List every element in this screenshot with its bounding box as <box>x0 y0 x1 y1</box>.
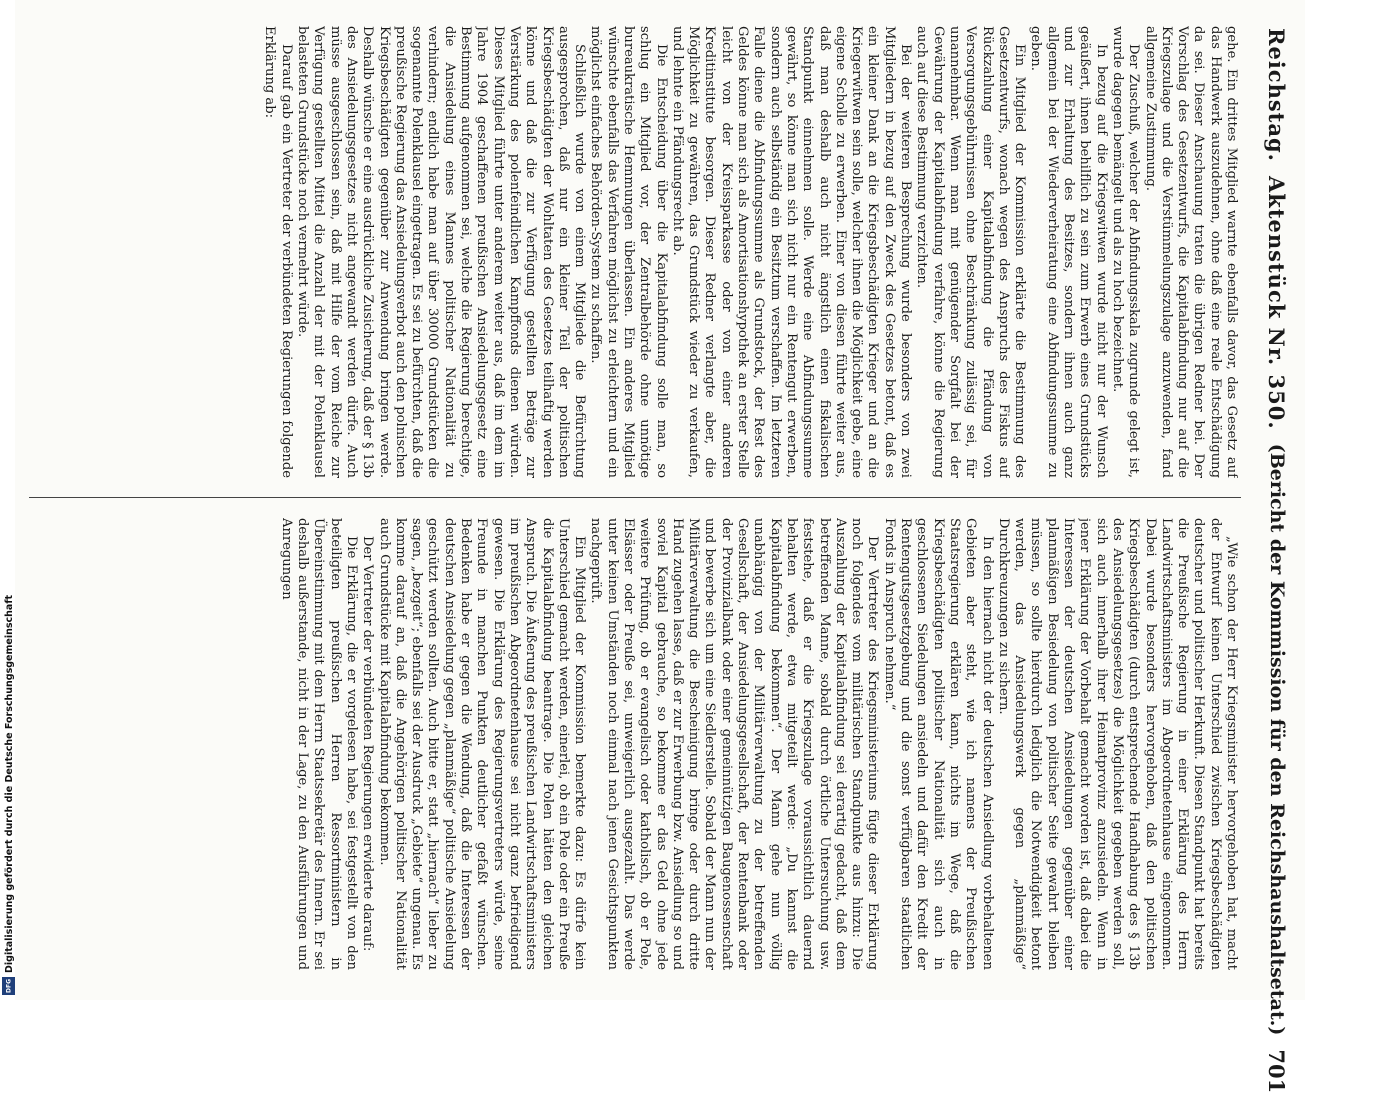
paragraph: Schließlich wurde von einem Mitgliede die Befürchtung ausgesprochen, daß nur ein kleiner Teil der politischen Kriegsbeschädigten der Wohltaten des Gesetzes teilhaftig werden könne und daß die zur Verfügung gestellten Beträge zur Verstärkung des polenfeindlichen Kampffonds dienen würden. Dieses Mitglied führte unter anderem weiter aus, daß im dem im Jahre 1904 geschaffenen preußischen Ansiedelungsgesetz eine Bestimmung aufgenommen sei, welche die Regierung berechtige, die Ansiedelung eines Mannes politischer Nationalität zu verhindern; endlich habe man auf über 30000 Grundstücken die sogenannte Polenklausel eingetragen. Es sei zu befürchten, daß die preußische Regierung das Ansiedelungsverbot auch den polnischen Kriegsbeschädigten gegenüber zur Anwendung bringen werde. Deshalb wünsche er eine ausdrückliche Zusicherung, daß der § 13b des Ansiedelungsgesetzes nicht angewandt werden dürfe. Auch müsse ausgeschlossen sein, daß mit Hilfe der vom Reiche zur Verfügung gestellten Mittel die Anzahl der mit der Polenklausel belasteten Grundstücke noch vermehrt würde. <box>295 26 588 478</box>
paragraph: In bezug auf die Kriegswitwen wurde nicht nur der Wunsch geäußert, ihnen behilflich zu sein zum Erwerb eines Grundstücks und zur Erhaltung des Besitzes, sondern ihnen auch ganz allgemein bei der Wiederverheiratung eine Abfindungssumme zu geben. <box>1028 26 1109 478</box>
paragraph: Darauf gab ein Vertreter der verbündeten Regierungen folgende Erklärung ab: <box>262 26 294 478</box>
header-title: Reichstag. <box>1264 28 1290 162</box>
paragraph: Ein Mitglied der Kommission bemerkte dazu: Es dürfe kein Unterschied gemacht werden, einerlei, ob ein Pole oder ein Preuße die Kapitalabfindung beantrage. Die Polen hätten den gleichen Anspruch. Die Äußerung des preußischen Landwirtschaftsministers im preußischen Abgeordnetenhause sei nicht ganz befriedigend gewesen. Die Erklärung des Regierungsvertreters würde, seine Freunde in manchen Punkten deutlicher gefaßt wünschen. Bedenken habe er gegen die Wendung, daß die Interessen der deutschen Ansiedelung gegen „planmäßige“ politische Ansiedelung geschützt werden sollten. Auch bitte er, statt „hiernach“ lieber zu sagen, „bezgeit“; ebenfalls sei der Ausdruck „Gebiete“ ungenau. Es komme darauf an, daß die Angehörigen politischer Nationalität auch Grundstücke mit Kapitalabfindung bekommen. <box>376 518 588 970</box>
paragraph: Bei der weiteren Besprechung wurde besonders von zwei Mitgliedern in bezug auf den Zweck des Gesetzes betont, daß es ein kleiner Dank an die Kriegsbeschädigten Krieger und an die Kriegerwitwen sein solle, welcher ihnen die Möglichkeit gebe, eine eigene Scholle zu erwerben. Einer von diesen führte weiter aus, daß man deshalb auch nicht ängstlich einen fiskalischen Standpunkt einnehmen solle. Werde eine Abfindungssumme gewährt, so könne man sich nicht nur ein Rentengut erwerben, sondern auch selbständig ein Besitztum verschaffen. Im letzteren Falle diene die Abfindungssumme als Grundstock, der Rest des Geldes könne man sich als Amortisationshypothek an erster Stelle leicht von der Kreissparkasse oder von einer anderen Kreditinstitute besorgen. Dieser Redner verlangte aber, die Möglichkeit zu gewähren, das Grundstück wieder zu verkaufen, und lehnte ein Pfändungsrecht ab. <box>669 26 914 478</box>
right-column <box>29 518 1239 970</box>
paragraph: Die Entscheidung über die Kapitalabfindung solle man, so schlug ein Mitglied vor, der Zentralbehörde ohne unnötige bureaukratische Hemmungen überlassen. Ein anderes Mitglied wünschte ebenfalls das Verfahren möglichst zu erleichtern und ein möglichst einfaches Behörden-System zu schaffen. <box>588 26 669 478</box>
column-divider <box>29 497 1241 498</box>
paragraph: gehe. Ein drittes Mitglied warnte ebenfalls davor, das Gesetz auf das Handwerk auszudehnen, ohne daß eine reale Entschädigung da sei. Dieser Anschauung traten die übrigen Redner bei. Der Vorschlag des Gesetzentwurfs, die Kapitalabfindung nur auf die Kriegszulage und die Verstümmelungszulage anzuwenden, fand allgemeine Zustimmung. <box>1142 26 1239 478</box>
header-document-number: Aktenstück Nr. 350. <box>1264 175 1290 430</box>
scanned-page <box>15 0 1305 1093</box>
paragraph: Ein Mitglied der Kommission erklärte die Bestimmung des Gesetzentwurfs, wonach wegen des Anspruchs des Fiskus auf Rückzahlung einer Kapitalabfindung die Pfändung von Versorgungsgebührnissen ohne Beschränkung zulässig sei, für unannehmbar. Wenn man mit genügender Sorgfalt bei der Gewährung der Kapitalabfindung verfahre, könne die Regierung auch auf diese Bestimmung verzichten. <box>914 26 1028 478</box>
page-header <box>1255 28 1299 1093</box>
imprint-text: Digitalisierung gefördert durch die Deutsche Forschungsgemeinschaft <box>3 595 15 973</box>
page-number: 701 <box>1264 1049 1290 1093</box>
paragraph: Der Vertreter des Kriegsministeriums fügte dieser Erklärung noch folgendes vom militärischen Standpunkte aus hinzu: Die Auszahlung der Kapitalabfindung sei derartig gedacht, daß dem betreffenden Manne, sobald durch örtliche Untersuchung usw. feststehe, daß er die Kriegszulage voraussichtlich dauernd behalten werde, etwa mitgeteilt werde: „Du kannst die Kapitalabfindung bekommen“. Der Mann gehe nun völlig unabhängig von der Militärverwaltung zu der betreffenden Gesellschaft, der Ansiedelungsgesellschaft, der Rentenbank oder der Provinzialbank oder einer gemeinnützigen Baugenossenschaft und bewerbe sich um eine Siedlerstelle. Sobald der Mann nun der Militärverwaltung die Bescheinigung bringe oder durch dritte Hand zugehen lasse, daß er zur Erwerbung bzw. Ansiedlung so und soviel Kapital gebrauche, so bekomme er das Geld ohne jede weitere Prüfung, ob er evangelisch oder katholisch, ob er Pole, Elsässer oder Preuße sei, unweigerlich ausgezahlt. Das werde unter keinen Umständen noch einmal nach jenen Gesichtspunkten nachgeprüft. <box>588 518 881 970</box>
paragraph: In den hiernach nicht der deutschen Ansiedlung vorbehaltenen Gebieten aber steht, wie ich namens der Preußischen Staatsregierung erklären kann, nichts im Wege, daß die Kriegsbeschädigten politischer Nationalität sich auch in geschlossenen Siedelungen ansiedeln und dafür den Kredit der Rentengutsgesetzgebung und die sonst verfügbaren staatlichen Fonds in Anspruch nehmen.“ <box>881 518 995 970</box>
left-column <box>29 26 1239 478</box>
paragraph: Die Erklärung, die er vorgelesen habe, sei festgestellt von den beteiligten preußischen Herren Ressortministern in Übereinstimmung mit dem Herrn Staatssekretär des Innern. Er sei deshalb außerstande, nicht in der Lage, zu den Ausführungen und Anregungen <box>278 518 359 970</box>
paragraph: Der Zuschuß, welcher der Abfindungsskala zugrunde gelegt ist, wurde dagegen bemängelt und als zu hoch bezeichnet. <box>1109 26 1142 478</box>
paragraph: „Wie schon der Herr Kriegsminister hervorgehoben hat, macht der Entwurf keinen Unterschied zwischen Kriegsbeschädigten deutscher und politischer Herkunft. Diesen Standpunkt hat bereits die Preußische Regierung in einer Erklärung des Herrn Landwirtschaftsministers im Abgeordnetenhause eingenommen. Dabei wurde besonders hervorgehoben, daß den politischen Kriegsbeschädigten (durch entsprechende Handhabung des § 13b des Ansiedelungsgesetzes) die Möglichkeit gegeben werden soll, sich auch innerhalb ihrer Heimatprovinz anzusiedeln. Wenn in jener Erklärung der Vorbehalt gemacht worden ist, daß dabei die Interessen der deutschen Ansiedelungen gegenüber einer planmäßigen Besiedelung von politischer Seite gewahrt bleiben müssen, so sollte hierdurch lediglich die Notwendigkeit betont werden, das Ansiedelungswerk gegen „planmäßige“ Durchkreuzungen zu sichern. <box>995 518 1239 970</box>
header-subtitle: (Bericht der Kommission für den Reichshaushaltsetat.) <box>1266 443 1288 1036</box>
dfg-logo: DFG <box>2 977 16 995</box>
paragraph: Der Vertreter der verbündeten Regierungen erwiderte darauf: <box>360 536 376 952</box>
